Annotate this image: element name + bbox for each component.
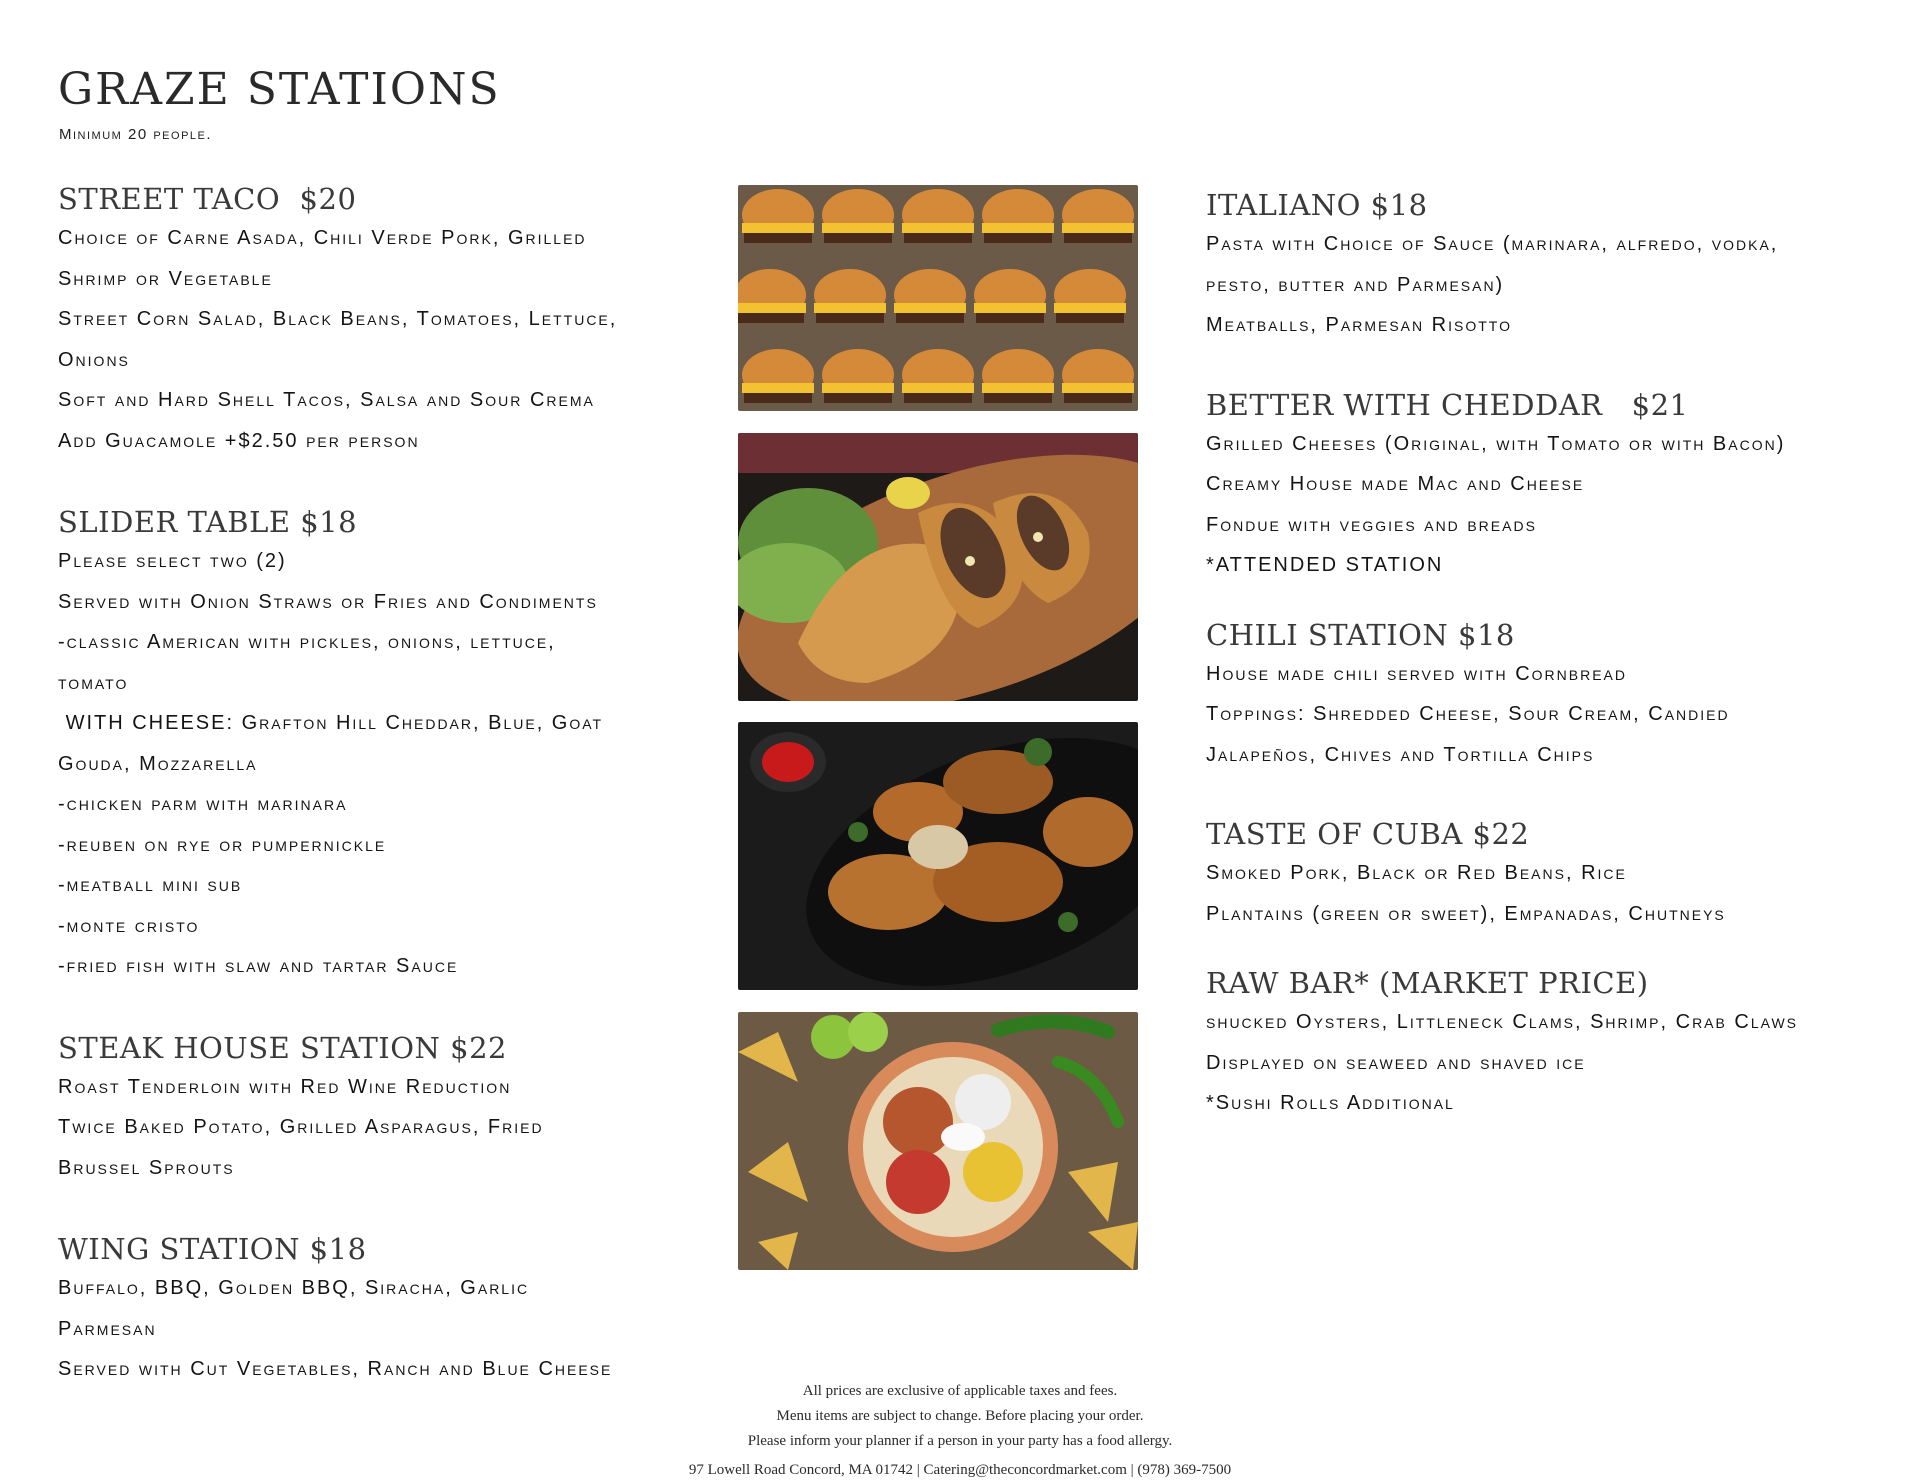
section-title: SLIDER TABLE $18 — [58, 505, 358, 539]
menu-line: Choice of Carne Asada, Chili Verde Pork, Grilled — [58, 227, 587, 249]
section-taste-of-cuba — [1206, 815, 1886, 934]
menu-line: Pasta with Choice of Sauce (marinara, alfredo, vodka, — [1206, 233, 1779, 255]
slider-patty — [824, 233, 892, 243]
menu-line: Smoked Pork, Black or Red Beans, Rice — [1206, 862, 1627, 884]
section-better-with-cheddar — [1206, 386, 1886, 586]
menu-line: WITH CHEESE: Grafton Hill Cheddar, Blue, Goat — [58, 712, 604, 734]
slider-patty — [738, 313, 804, 323]
menu-line: Creamy House made Mac and Cheese — [1206, 473, 1585, 495]
menu-line: Street Corn Salad, Black Beans, Tomatoes, Lettuce, — [58, 308, 618, 330]
menu-line: Grilled Cheeses (Original, with Tomato or with Bacon) — [1206, 432, 1786, 455]
slider-cheese — [902, 223, 974, 233]
menu-line: -fried fish with slaw and tartar Sauce — [58, 955, 459, 977]
menu-line: Soft and Hard Shell Tacos, Salsa and Sour Crema — [58, 389, 595, 411]
left-column — [58, 180, 698, 1390]
slider-patty — [904, 233, 972, 243]
menu-line: shucked Oysters, Littleneck Clams, Shrimp, Crab Claws — [1206, 1011, 1799, 1033]
slider-cheese — [1062, 223, 1134, 233]
slider-patty — [816, 313, 884, 323]
menu-line: House made chili served with Cornbread — [1206, 662, 1628, 685]
slider-cheese — [738, 303, 806, 313]
footer-allergy-note: Please inform your planner if a person in your party has a food allergy. — [747, 1433, 1173, 1449]
menu-line: -classic American with pickles, onions, lettuce, — [58, 631, 556, 653]
menu-line: -reuben on rye or pumpernickle — [58, 833, 387, 856]
menu-line: Toppings: Shredded Cheese, Sour Cream, Candied — [1206, 703, 1730, 725]
wings-photo — [738, 722, 1138, 990]
section-title: BETTER WITH CHEDDAR $21 — [1206, 387, 1689, 422]
menu-line: Jalapeños, Chives and Tortilla Chips — [1206, 743, 1595, 766]
menu-line: Add Guacamole +$2.50 per person — [58, 429, 420, 452]
section-title: CHILI STATION $18 — [1206, 617, 1515, 652]
menu-line: Gouda, Mozzarella — [58, 752, 258, 775]
section-italiano — [1206, 186, 1886, 346]
slider-patty — [896, 313, 964, 323]
section-title: WING STATION $18 — [58, 1232, 367, 1266]
empanadas-photo — [738, 433, 1138, 701]
section-title: STEAK HOUSE STATION $22 — [58, 1030, 507, 1065]
slider-cheese — [822, 383, 894, 393]
slider-patty — [1064, 233, 1132, 243]
footer-change-note: Menu items are subject to change. Before placing your order. — [776, 1408, 1144, 1424]
menu-line: *Sushi Rolls Additional — [1206, 1092, 1455, 1114]
section-title: ITALIANO $18 — [1206, 188, 1428, 222]
slider-cheese — [742, 383, 814, 393]
menu-line: Twice Baked Potato, Grilled Asparagus, Fried — [58, 1116, 544, 1138]
menu-line: Plantains (green or sweet), Empanadas, Chutneys — [1206, 902, 1726, 925]
slider-cheese — [1054, 303, 1126, 313]
section-slider-table — [58, 503, 698, 987]
slider-patty — [976, 313, 1044, 323]
slider-patty — [984, 393, 1052, 403]
menu-line: Please select two (2) — [58, 550, 287, 572]
slider-patty — [744, 393, 812, 403]
menu-line: -meatball mini sub — [58, 874, 243, 896]
section-chili-station — [1206, 616, 1886, 776]
menu-line: Buffalo, BBQ, Golden BBQ, Siracha, Garlic — [58, 1277, 530, 1299]
menu-line: Parmesan — [58, 1317, 157, 1340]
section-wing-station — [58, 1230, 698, 1390]
slider-patty — [984, 233, 1052, 243]
slider-patty — [1056, 313, 1124, 323]
slider-cheese — [822, 223, 894, 233]
slider-patty — [824, 393, 892, 403]
slider-cheese — [982, 223, 1054, 233]
slider-cheese — [902, 383, 974, 393]
menu-line: Roast Tenderloin with Red Wine Reduction — [58, 1075, 512, 1098]
footer-taxes-note: All prices are exclusive of applicable taxes and fees. — [802, 1383, 1118, 1399]
menu-line: Served with Cut Vegetables, Ranch and Blue Cheese — [58, 1358, 613, 1380]
menu-line: Meatballs, Parmesan Risotto — [1206, 314, 1512, 336]
right-column — [1206, 186, 1886, 1124]
page-subtitle: Minimum 20 people. — [59, 126, 213, 143]
section-title: STREET TACO $20 — [58, 182, 357, 216]
slider-patty — [744, 233, 812, 243]
section-steak-house — [58, 1029, 698, 1189]
section-title: TASTE OF CUBA $22 — [1206, 817, 1530, 851]
menu-line: Brussel Sprouts — [58, 1156, 235, 1179]
menu-line: Fondue with veggies and breads — [1206, 513, 1537, 536]
menu-line: tomato — [58, 671, 129, 694]
slider-patty — [904, 393, 972, 403]
section-street-taco — [58, 180, 698, 461]
menu-line: Displayed on seaweed and shaved ice — [1206, 1051, 1586, 1074]
slider-cheese — [982, 383, 1054, 393]
menu-line: Onions — [58, 348, 130, 371]
menu-line: Served with Onion Straws or Fries and Condiments — [58, 590, 598, 613]
slider-cheese — [1062, 383, 1134, 393]
slider-cheese — [894, 303, 966, 313]
menu-line: pesto, butter and Parmesan) — [1206, 273, 1505, 296]
section-title: RAW BAR* (MARKET PRICE) — [1206, 966, 1649, 1000]
menu-line: *ATTENDED STATION — [1206, 554, 1444, 576]
page-title: GRAZE STATIONS — [58, 64, 501, 115]
sliders-photo — [738, 185, 1138, 411]
slider-patty — [1064, 393, 1132, 403]
footer-contact: 97 Lowell Road Concord, MA 01742 | Catering@theconcordmarket.com | (978) 369-7500 — [688, 1462, 1232, 1478]
menu-line: Shrimp or Vegetable — [58, 267, 273, 290]
slider-cheese — [974, 303, 1046, 313]
menu-line: -monte cristo — [58, 914, 200, 937]
taco-bowl-photo — [738, 1012, 1138, 1270]
menu-line: -chicken parm with marinara — [58, 793, 348, 815]
section-raw-bar — [1206, 964, 1886, 1124]
slider-cheese — [814, 303, 886, 313]
slider-cheese — [742, 223, 814, 233]
